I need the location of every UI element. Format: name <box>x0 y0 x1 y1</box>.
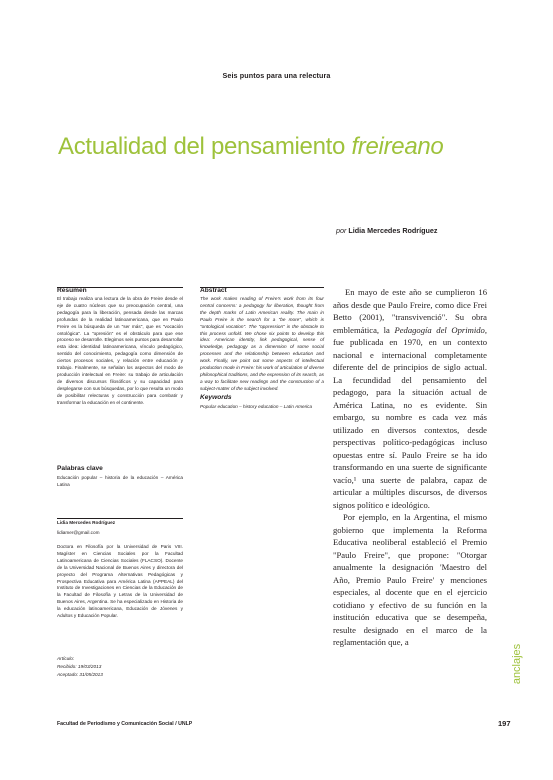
title-italic: freireano <box>351 133 444 160</box>
section-label: Seis puntos para una relectura <box>222 71 331 80</box>
footer-institution: Facultad de Periodismo y Comunicación Social / UNLP <box>57 721 193 727</box>
abstract-text: The work makes reading of Freire's work from its four central concerns: a pedagogy for liberation, thought from the depth marks of Latin American reality. The main in Paulo Freire is the search for a "be more", which is "ontological vocation". The "oppression" is the obstacle to this process unfold. We chose six points to develop this idea: American identity, link pedagogical, sense of knowledge, pedagogy as a dimension of some social processes and the relationship between education and work. Finally, we point out some aspects of intellectual production mode in Freire: his work of articulation of diverse philosophical traditions, and the expression of its search, as a way to facilitate new readings and the construction of a subject-matter of the subject involved. <box>200 296 325 391</box>
resumen-text: El trabajo realiza una lectura de la obra de Freire desde el eje de cuatro núcleos que su preocupación central, una pedagogía para la liberación, pensada desde las marcas profundas de la realidad latinoamericana, que en Paulo Freire es la búsqueda de un "ser más", que es "vocación ontológica". La "opresión" es el obstáculo para que ese proceso se desarrolle. Elegimos seis puntos para desarrollar esta idea: identidad latinoamericana, vínculo pedagógico, sentido del conocimiento, pedagogía como dimensión de ciertos procesos sociales, y relación entre educación y trabajo. Finalmente, se señalan los aspectos del modo de producción intelectual en Freire: su trabajo de articulación de diversos discursos filosóficos y su capacidad para desplegarse con sus búsquedas, por lo que resulta un modo de posibilitar relecturas y construcción para combatir y transformar la educación en el continente. <box>57 296 183 405</box>
p1-part-b: , fue publicada en 1970, en un contexto nacional e internacional completamente diferente del de principios de siglo actual. La fecundidad del pensamiento del pedagogo, para la situación actual de América Latina, no es evidente. Sin embargo, su nombre es cada vez más utilizado en diversos contextos, desde perspectivas político-pedagógicas incluso opuestas entre sí. Paulo Freire se ha ido transformando en una suerte de significante vacío,¹ una suerte de palabra, capaz de articular a múltiples discursos, de diversos signos político e ideológico. <box>333 324 487 510</box>
author-info-email: lidiamer@gmail.com <box>57 530 100 535</box>
palabras-clave-heading: Palabras clave <box>57 465 103 472</box>
keywords-text: Popular education – history education – Latin America <box>200 404 313 409</box>
keywords-heading: Keywords <box>200 394 232 401</box>
sidebar-tab <box>505 636 529 692</box>
resumen-heading: Resumen <box>57 287 87 294</box>
title-plain: Actualidad del pensamiento <box>58 133 352 160</box>
abstract-heading: Abstract <box>200 287 227 294</box>
author-name: Lidia Mercedes Rodríguez <box>348 226 438 235</box>
body-paragraph-2: Por ejemplo, en la Argentina, el mismo gobierno que implementa la Reforma Educativa neoliberal estableció el Premio "Paulo Freire", que propone: "Otorgar anualmente la designación 'Maestro del Año, Premio Paulo Freire' y menciones especiales, al docente que en el ejercicio cotidiano y efectivo de su función en la institución educativa que se desempeña, resulte designado en el marco de la reglamentación que, a <box>333 512 487 647</box>
author-info-rule <box>57 518 183 519</box>
author-byline <box>336 225 466 236</box>
received-date: Recibido: 19/03/2013 <box>57 664 102 669</box>
page-number: 197 <box>498 719 511 728</box>
author-prefix: por <box>336 226 347 235</box>
body-paragraph-1 <box>333 286 487 511</box>
sidebar-tab-label: anclajes <box>511 643 523 685</box>
article-body <box>333 286 487 649</box>
author-info-name: Lidia Mercedes Rodríguez <box>57 520 116 525</box>
dates-heading: Artículo: <box>57 656 75 661</box>
palabras-clave-text: Educación popular – historia de la educación – América Latina <box>57 475 183 487</box>
p1-part-a: En mayo de este año se cumplieron 16 años desde que Paulo Freire, como dice Frei Betto (2001), "transvivenció". Su obra emblemática, la <box>333 287 487 335</box>
p1-italic-title: Pedagogía del Oprimido <box>394 324 485 335</box>
author-info-bio: Doctora en Filosofía por la Universidad de Paris VIII. Magíster en Ciencias Sociales por la Facultad Latinoamericana de Ciencias Sociales (FLACSO). Docente de la Universidad Nacional de Buenos Aires y directora del proyecto del Programa Alternativas Pedagógicas y Prospectiva Educativa para América Latina (APPEAL) del Instituto de Investigaciones en Ciencias de la Educación de la Facultad de Filosofía y Letras de la Universidad de Buenos Aires, Argentina. Se ha especializado en Historia de la educación latinoamericana, Educación de Jóvenes y Adultos y Educación Popular. <box>57 544 183 619</box>
accepted-date: Aceptado: 31/05/2013 <box>57 672 103 677</box>
article-title <box>58 133 488 161</box>
